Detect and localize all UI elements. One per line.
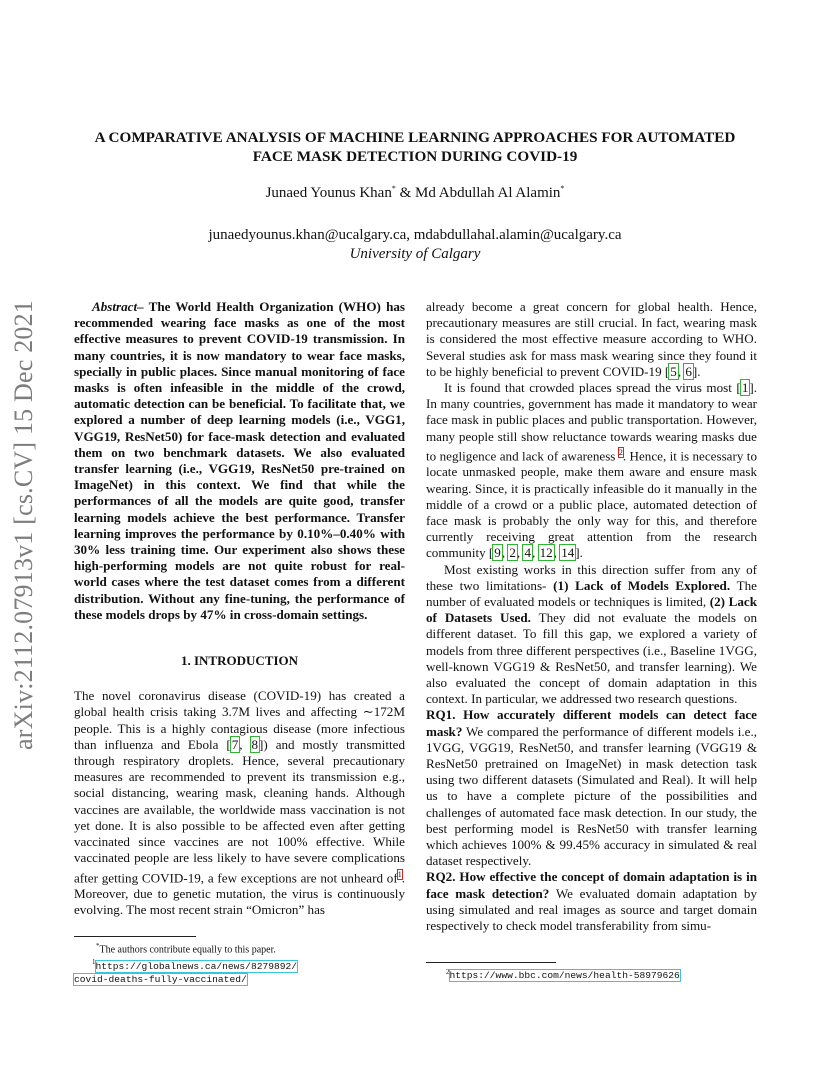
citation-link[interactable]: 2	[509, 545, 516, 561]
university: University of Calgary	[349, 246, 481, 262]
arxiv-identifier	[2, 290, 46, 760]
left-column	[74, 299, 405, 918]
title-line-1: A COMPARATIVE ANALYSIS OF MACHINE LEARNING APPROACHES FOR AUTOMATED	[94, 129, 736, 146]
author-1: Junaed Younus Khan	[265, 185, 392, 201]
paper-title	[60, 128, 770, 166]
intro-p2-text-d: ].	[575, 545, 583, 561]
citation-link[interactable]: 14	[561, 545, 575, 561]
section-heading-introduction: 1. INTRODUCTION	[180, 653, 298, 669]
limitation-2: (2) Lack of Datasets Used.	[426, 594, 757, 626]
author-1-mark: *	[391, 184, 396, 193]
intro-paragraph-1: The novel coronavirus disease (COVID-19) has created a global health crisis taking 3.7M lives and affecting ∼172M people. This is a highly contagious disease (more infectious than influenza and Ebola [7, 8]) and mostly transmitted through respiratory droplets. Hence, several precautionary measures are recommended to prevent its transmission e.g., social distancing, wearing mask, cleaning hands. Although vaccines are available, the worldwide mass vaccination is not yet done. It is also possible to be affected even after getting vaccinated since vaccines are not 100% effective. While vaccinated people are less likely to have severe complications after getting COVID-19, a few exceptions are not unheard of$^1$. Moreover, due to genetic mutation, the virus is continuously evolving. The most recent strain “Omicron” has	[74, 688, 405, 918]
intro-paragraph-3	[426, 562, 757, 708]
citation-link[interactable]: 8	[251, 736, 259, 752]
footnote-1-link[interactable]: https://globalnews.ca/news/8279892/	[95, 960, 298, 972]
footnote-rule-left	[74, 936, 196, 937]
footnote-1-mark: 1	[92, 958, 96, 967]
intro-p1-text-a: The novel coronavirus disease (COVID-19) has created a global health crisis taking 3.7M lives and affecting ∼172M people. This is a highly contagious disease (more infectious than influenza and Ebola [	[74, 688, 405, 752]
intro-p1-text-c: . Moreover, due to genetic mutation, the virus is continuously evolving. The most recent strain “Omicron” has	[74, 869, 405, 918]
rq2-text: We evaluated domain adaptation by using simulated and real images as source and target domain respectively to check model transferability from simu-	[426, 885, 757, 934]
rq1-question: RQ1. How accurately different models can detect face mask?	[426, 707, 757, 739]
footnotes-right	[446, 966, 766, 982]
footnote-equal	[74, 940, 414, 956]
right-column	[426, 299, 757, 934]
abstract-text: The World Health Organization (WHO) has recommended wearing face masks as one of the most effective measures to prevent COVID-19 transmission. In many countries, it is now mandatory to wear face masks, specially in public places. Since manual monitoring of face masks is often infeasible in the middle of the crowd, automatic detection can be beneficial. To facilitate that, we explored a number of deep learning models (i.e., VGG1, VGG19, ResNet50) for face-mask detection and evaluated them on two benchmark datasets. We also evaluated transfer learning (i.e., VGG19, ResNet50 pre-trained on ImageNet) in this context. We find that while the performances of all the models are quite good, transfer learning models achieve the best performance. Transfer learning improves the performance by 0.10%–0.40% with 30% less training time. Our experiment also shows these high-performing models are not quite robust for real-world cases where the test dataset comes from a different distribution. Without any fine-tuning, the performance of these models drops by 47% in cross-domain settings.	[74, 299, 405, 622]
author-2: & Md Abdullah Al Alamin	[399, 185, 561, 201]
arxiv-id-text: arXiv:2112.07913v1 [cs.CV] 15 Dec 2021	[9, 299, 38, 751]
abstract-label: Abstract–	[92, 299, 144, 314]
intro-p3-text-a: Most existing works in this direction suffer from any of these two limitations-	[426, 561, 757, 593]
intro-p2-text-a: It is found that crowded places spread the virus most [	[444, 380, 741, 396]
citation-link[interactable]: 4	[524, 545, 532, 561]
citation-link[interactable]: 12	[539, 545, 553, 561]
footnote-ref-1[interactable]: 1	[397, 869, 402, 879]
intro-p3-text-c: They did not evaluate the models on different dataset. To fill this gap, we explored a variety of models from three different perspectives (i.e., Baseline 1VGG, well-known VGG19 & ResNet50, and transfer learning). We also evaluated the concept of domain adaptation in this context. In particular, we addressed two research questions.	[426, 610, 757, 707]
citation-link[interactable]: 6	[685, 363, 692, 379]
rq1-text: We compared the performance of different models i.e., 1VGG, VGG19, ResNet50, and transfer learning (VGG19 & ResNet50 pretrained on ImageNet) in mask detection task using two different datasets (Simulated and Real). It will help us to have a complete picture of the possibilities and challenges of automated face mask detection. In our study, the best performing model is ResNet50 with transfer learning which achieves 100% & 99.45% accuracy in simulated & real dataset respectively.	[426, 723, 757, 869]
author-2-mark: *	[560, 184, 565, 193]
citation-link[interactable]: 1	[741, 380, 749, 396]
intro-p2-text-c: . Hence, it is necessary to locate unmasked people, make them aware and ensure mask wearing. Since, it is practically infeasible do it manually in the middle of a crowd or a public place, automated detection of face mask is probably the only way for this, and therefore currently receiving great attention from the research community [	[426, 448, 757, 561]
footnote-2	[446, 966, 766, 982]
footnote-1	[74, 956, 414, 972]
intro-p3-text-b: The number of evaluated models or techniques is limited,	[426, 577, 757, 610]
footnote-2-link[interactable]: https://www.bbc.com/news/health-58979626	[449, 970, 680, 982]
footnote-1-cont	[74, 973, 414, 986]
citation-link[interactable]: 5	[670, 363, 677, 379]
footnote-rule-right	[426, 962, 556, 963]
intro-r1-text-a: already become a great concern for global health. Hence, precautionary measures are still crucial. In fact, wearing mask is considered the most effective measure according to WHO. Several studies ask for mass mask wearing since they found it to be highly beneficial to prevent COVID-19 [	[426, 299, 757, 379]
intro-p2-text-b: ]. In many countries, government has made it mandatory to wear face mask in public places and public transportation. However, many people still show reluctance towards wearing masks due to negligence and lack of awareness	[426, 380, 757, 464]
citation-link[interactable]: 9	[494, 545, 501, 561]
affiliation-block	[60, 226, 770, 264]
citation-link[interactable]: 7	[231, 736, 239, 752]
author-emails: junaedyounus.khan@ucalgary.ca, mdabdullahal.alamin@ucalgary.ca	[208, 227, 622, 243]
intro-paragraph-1-cont: already become a great concern for global health. Hence, precautionary measures are still crucial. In fact, wearing mask is considered the most effective measure according to WHO. Several studies ask for mass mask wearing since they found it to be highly beneficial to prevent COVID-19 [5, 6].	[426, 299, 757, 379]
footnote-ref-2[interactable]: 2	[618, 447, 623, 457]
title-line-2: FACE MASK DETECTION DURING COVID-19	[252, 148, 578, 165]
limitation-1: (1) Lack of Models Explored.	[553, 577, 731, 593]
footnote-1-link-cont[interactable]: covid-deaths-fully-vaccinated/	[74, 973, 247, 985]
footnote-2-mark: 2	[446, 968, 450, 976]
author-list	[60, 184, 770, 202]
intro-p1-text-b: ]) and mostly transmitted through respiratory droplets. Hence, several precautionary measures are recommended to prevent its transmission e.g., social distancing, wearing mask, cleaning hands. Although vaccines are available, the worldwide mass vaccination is not yet done. It is also possible to be affected even after getting vaccinated since vaccines are not 100% effective. While vaccinated people are less likely to have severe complications after getting COVID-19, a few exceptions are not unheard of	[74, 736, 405, 885]
intro-paragraph-2: It is found that crowded places spread the virus most [1]. In many countries, government has made it mandatory to wear face mask in public places and public transportation. However, many people still show reluctance towards wearing masks due to negligence and lack of awareness $^2$. Hence, it is necessary to locate unmasked people, make them aware and ensure mask wearing. Since, it is practically infeasible do it manually in the middle of a crowd or a public place, automated detection of face mask is probably the only way for this, and therefore currently receiving great attention from the research community [9, 2, 4, 12, 14].	[426, 380, 757, 561]
footnotes-left	[74, 940, 414, 986]
research-question-2	[426, 869, 757, 934]
footnote-equal-mark: *	[96, 942, 100, 950]
research-question-1	[426, 707, 757, 869]
abstract	[74, 299, 405, 623]
footnote-equal-text: The authors contribute equally to this paper.	[99, 944, 276, 956]
rq2-question: RQ2. How effective the concept of domain adaptation is in face mask detection?	[426, 869, 757, 901]
intro-r1-text-b: ].	[692, 363, 701, 379]
